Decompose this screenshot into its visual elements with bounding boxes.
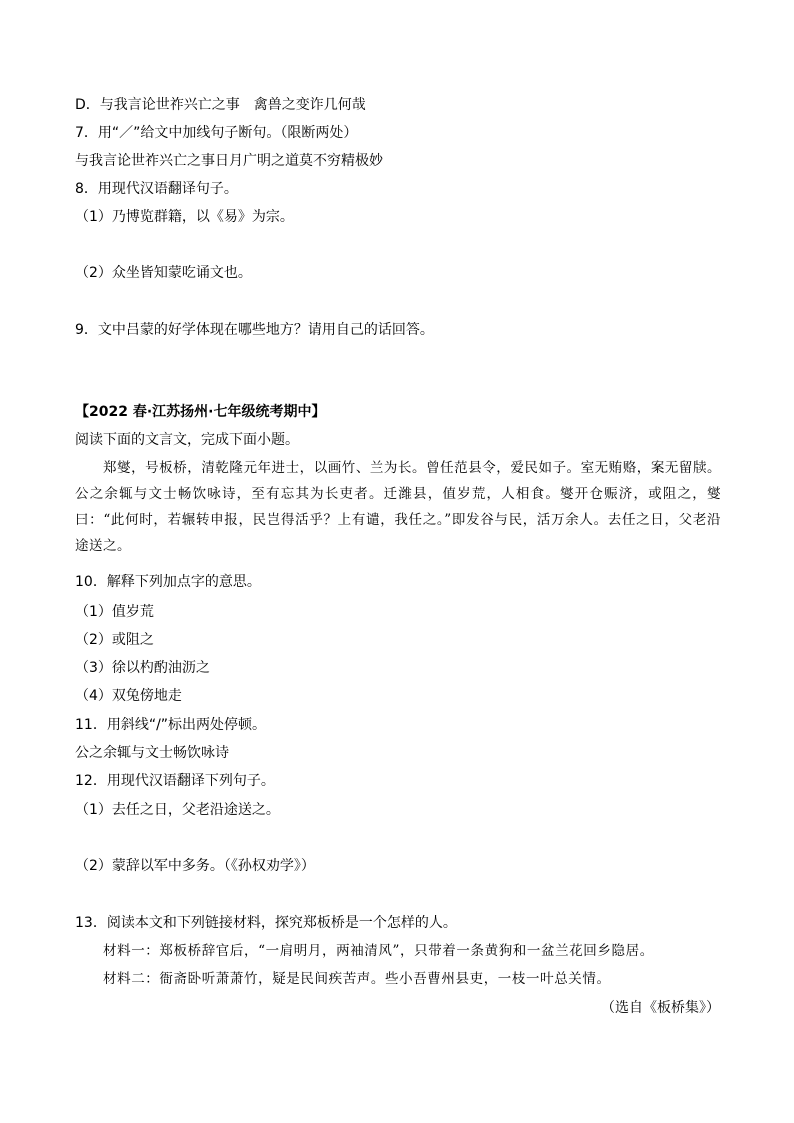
q12-prompt: 12．用现代汉语翻译下列句子。 (75, 773, 275, 789)
q13-prompt: 13．阅读本文和下列链接材料，探究郑板桥是一个怎样的人。 (75, 915, 457, 931)
q9-prompt: 9．文中吕蒙的好学体现在哪些地方？请用自己的话回答。 (75, 322, 434, 338)
q10-item-2: （2）或阻之 (75, 632, 154, 648)
classical-passage: 郑燮，号板桥，清乾隆元年进士，以画竹、兰为长。曾任范县令，爱民如子。室无贿赂，案无留牍。公之余辄与文士畅饮咏诗，至有忘其为长吏者。迁潍县，值岁荒，人相食。燮开仓赈济，或阻之，燮曰：“此何时，若辗转申报，民岂得活乎？上有谴，我任之。”即发谷与民，活万余人。去任之日，父老沿途送之。 (75, 460, 721, 554)
q8-item-2: （2）众坐皆知蒙吃诵文也。 (75, 265, 252, 281)
q10-item-4: （4）双兔傍地走 (75, 688, 182, 704)
q7-sentence: 与我言论世祚兴亡之事日月广明之道莫不穷精极妙 (75, 153, 383, 169)
q12-item-1: （1）去任之日，父老沿途送之。 (75, 802, 280, 818)
reading-instruction: 阅读下面的文言文，完成下面小题。 (75, 432, 299, 448)
q6-option-d: D．与我言论世祚兴亡之事 禽兽之变诈几何哉 (75, 97, 366, 113)
q10-prompt: 10．解释下列加点字的意思。 (75, 574, 261, 590)
q11-prompt: 11．用斜线“/”标出两处停顿。 (75, 717, 267, 733)
q10-item-1: （1）值岁荒 (75, 604, 154, 620)
q12-item-2: （2）蒙辞以军中多务。（《孙权劝学》） (75, 858, 315, 874)
material-2: 材料二：衙斋卧听萧萧竹，疑是民间疾苦声。些小吾曹州县吏，一枝一叶总关情。 (103, 971, 611, 987)
source-citation: （选自《板桥集》） (601, 1000, 720, 1016)
section-header: 【2022 春·江苏扬州·七年级统考期中】 (75, 404, 326, 420)
q7-prompt: 7．用“／”给文中加线句子断句。（限断两处） (75, 125, 358, 141)
q11-sentence: 公之余辄与文士畅饮咏诗 (75, 745, 229, 761)
material-1: 材料一：郑板桥辞官后，“一肩明月，两袖清风”，只带着一条黄狗和一盆兰花回乡隐居。 (103, 943, 654, 959)
q10-item-3: （3）徐以杓酌油沥之 (75, 660, 210, 676)
q8-item-1: （1）乃博览群籍，以《易》为宗。 (75, 209, 294, 225)
q8-prompt: 8．用现代汉语翻译句子。 (75, 181, 238, 197)
